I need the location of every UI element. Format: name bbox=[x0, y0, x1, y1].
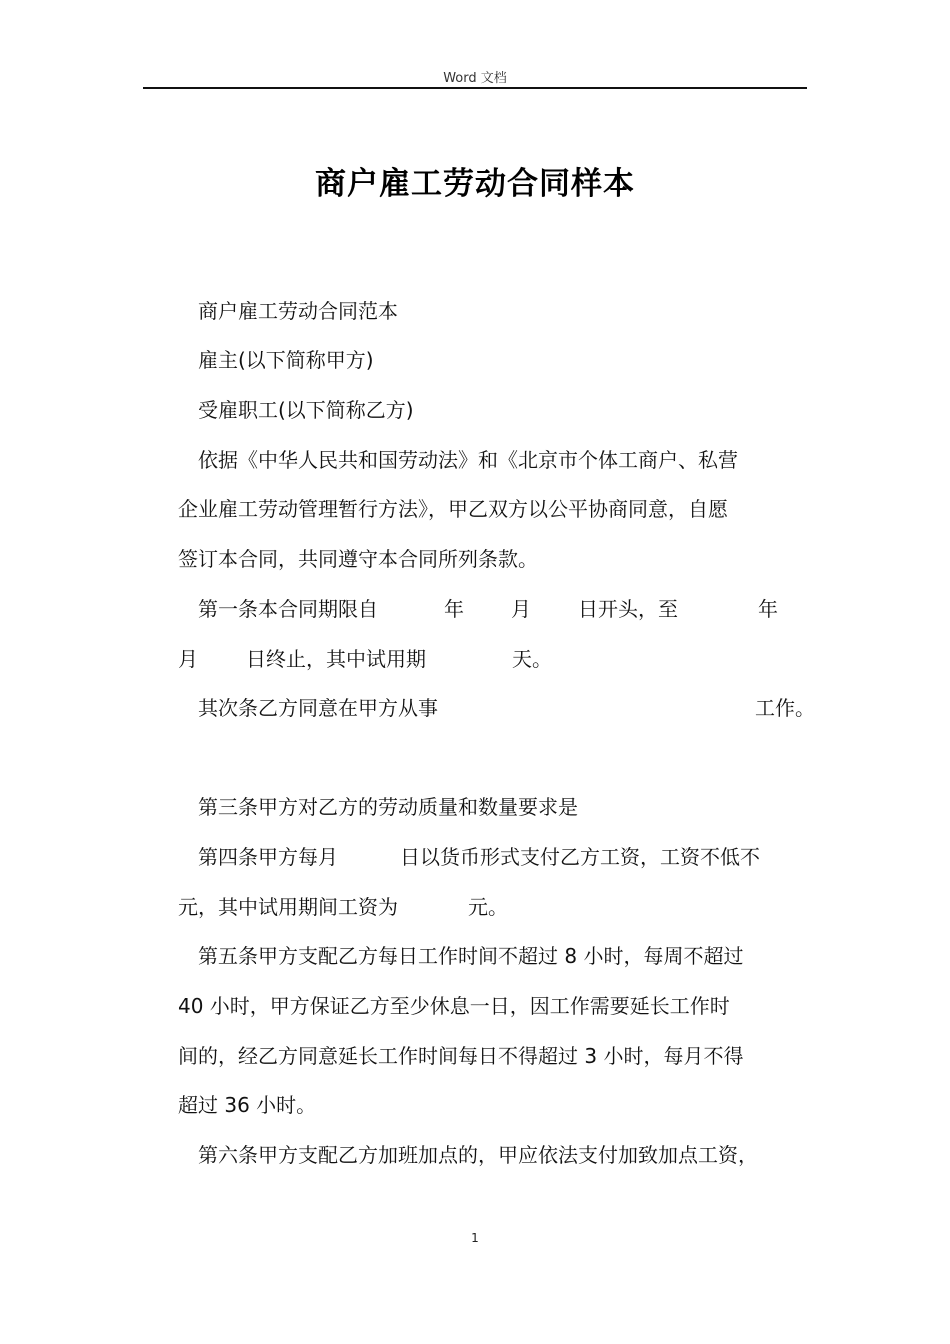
page-number: 1 bbox=[471, 1231, 479, 1245]
body-line: 天。 bbox=[512, 647, 552, 671]
body-line: 月 bbox=[178, 647, 198, 671]
body-line: 日开头，至 bbox=[578, 597, 678, 621]
body-line: 元。 bbox=[468, 895, 508, 919]
body-line: 受雇职工(以下简称乙方) bbox=[198, 398, 414, 422]
body-line: 工作。 bbox=[755, 696, 815, 720]
body-line: 企业雇工劳动管理暂行方法》，甲乙双方以公平协商同意，自愿 bbox=[178, 497, 728, 521]
body-line: 超过 36 小时。 bbox=[178, 1093, 317, 1117]
body-line: 日以货币形式支付乙方工资，工资不低不 bbox=[400, 845, 760, 869]
body-line: 年 bbox=[444, 597, 464, 621]
body-line: 元，其中试用期间工资为 bbox=[178, 895, 398, 919]
body-line: 间的，经乙方同意延长工作时间每日不得超过 3 小时，每月不得 bbox=[178, 1044, 744, 1068]
body-line: 商户雇工劳动合同范本 bbox=[198, 299, 398, 323]
body-line: 日终止，其中试用期 bbox=[246, 647, 426, 671]
body-line: 第六条甲方支配乙方加班加点的，甲应依法支付加致加点工资， bbox=[198, 1143, 758, 1167]
body-line: 第四条甲方每月 bbox=[198, 845, 338, 869]
body-line: 40 小时，甲方保证乙方至少休息一日，因工作需要延长工作时 bbox=[178, 994, 730, 1018]
body-line: 雇主(以下简称甲方) bbox=[198, 348, 374, 372]
body-line: 第五条甲方支配乙方每日工作时间不超过 8 小时，每周不超过 bbox=[198, 944, 744, 968]
body-line: 第三条甲方对乙方的劳动质量和数量要求是 bbox=[198, 795, 578, 819]
body-line: 年 bbox=[758, 597, 778, 621]
header-divider bbox=[143, 87, 807, 89]
body-line: 其次条乙方同意在甲方从事 bbox=[198, 696, 438, 720]
body-line: 依据《中华人民共和国劳动法》和《北京市个体工商户、私营 bbox=[198, 448, 738, 472]
body-line: 月 bbox=[511, 597, 531, 621]
body-line: 第一条本合同期限自 bbox=[198, 597, 378, 621]
document-title: 商户雇工劳动合同样本 bbox=[315, 166, 635, 202]
body-line: 签订本合同，共同遵守本合同所列条款。 bbox=[178, 547, 538, 571]
header-label: Word 文档 bbox=[443, 71, 507, 86]
